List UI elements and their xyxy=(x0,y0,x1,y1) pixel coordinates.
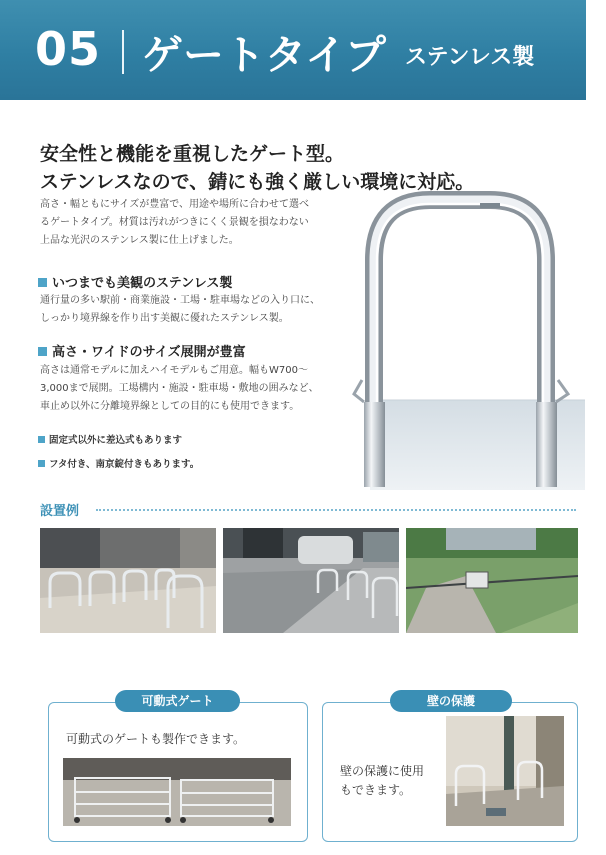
header-divider xyxy=(122,30,124,74)
page-subtitle: ステンレス製 xyxy=(405,45,535,70)
square-bullet-icon xyxy=(38,347,47,356)
feature-body-2: 高さは通常モデルに加えハイモデルもご用意。幅もW700～3,000まで展開。工場構内・施設・駐車場・敷地の囲みなど、車止め以外に分離境界線としての目的にも使用できます。 xyxy=(40,365,319,412)
section-number: 05 xyxy=(35,22,102,76)
headline-line2: ステンレスなので、錆にも強く厳しい環境に対応。 xyxy=(40,171,475,193)
headline-line1: 安全性と機能を重視したゲート型。 xyxy=(40,143,345,165)
square-bullet-icon xyxy=(38,278,47,287)
examples-label: 設置例 xyxy=(40,504,80,519)
wall-protection-pill: 壁の保護 xyxy=(390,690,512,712)
note-1: 固定式以外に差込式もあります xyxy=(38,432,182,446)
example-photo-1 xyxy=(40,528,216,633)
intro-text: 高さ・幅ともにサイズが豊富で、用途や場所に合わせて選べるゲートタイプ。材質は汚れがつきにくく景観を損なわない上品な光沢のステンレス製に仕上げました。 xyxy=(40,199,309,246)
example-photo-2 xyxy=(223,528,399,633)
movable-gate-text: 可動式のゲートも製作できます。 xyxy=(66,732,246,746)
feature-heading-2: 高さ・ワイドのサイズ展開が豊富 xyxy=(38,341,246,360)
square-bullet-icon xyxy=(38,436,45,443)
square-bullet-icon xyxy=(38,460,45,467)
example-photo-3 xyxy=(406,528,578,633)
header-banner xyxy=(0,0,586,100)
wall-protection-text: 壁の保護に使用 もできます。 xyxy=(340,764,425,797)
wall-protection-photo xyxy=(446,716,564,826)
feature-heading-1: いつまでも美観のステンレス製 xyxy=(38,272,232,291)
page-title: ゲートタイプ xyxy=(142,31,386,79)
movable-gate-pill: 可動式ゲート xyxy=(115,690,240,712)
movable-gate-photo xyxy=(63,758,291,826)
gate-product-image xyxy=(340,180,585,490)
feature-body-1: 通行量の多い駅前・商業施設・工場・駐車場などの入り口に、しっかり境界線を作り出す美観に優れたステンレス製。 xyxy=(40,295,320,324)
dotted-divider xyxy=(96,509,576,511)
note-2: フタ付き、南京錠付きもあります。 xyxy=(38,456,199,470)
